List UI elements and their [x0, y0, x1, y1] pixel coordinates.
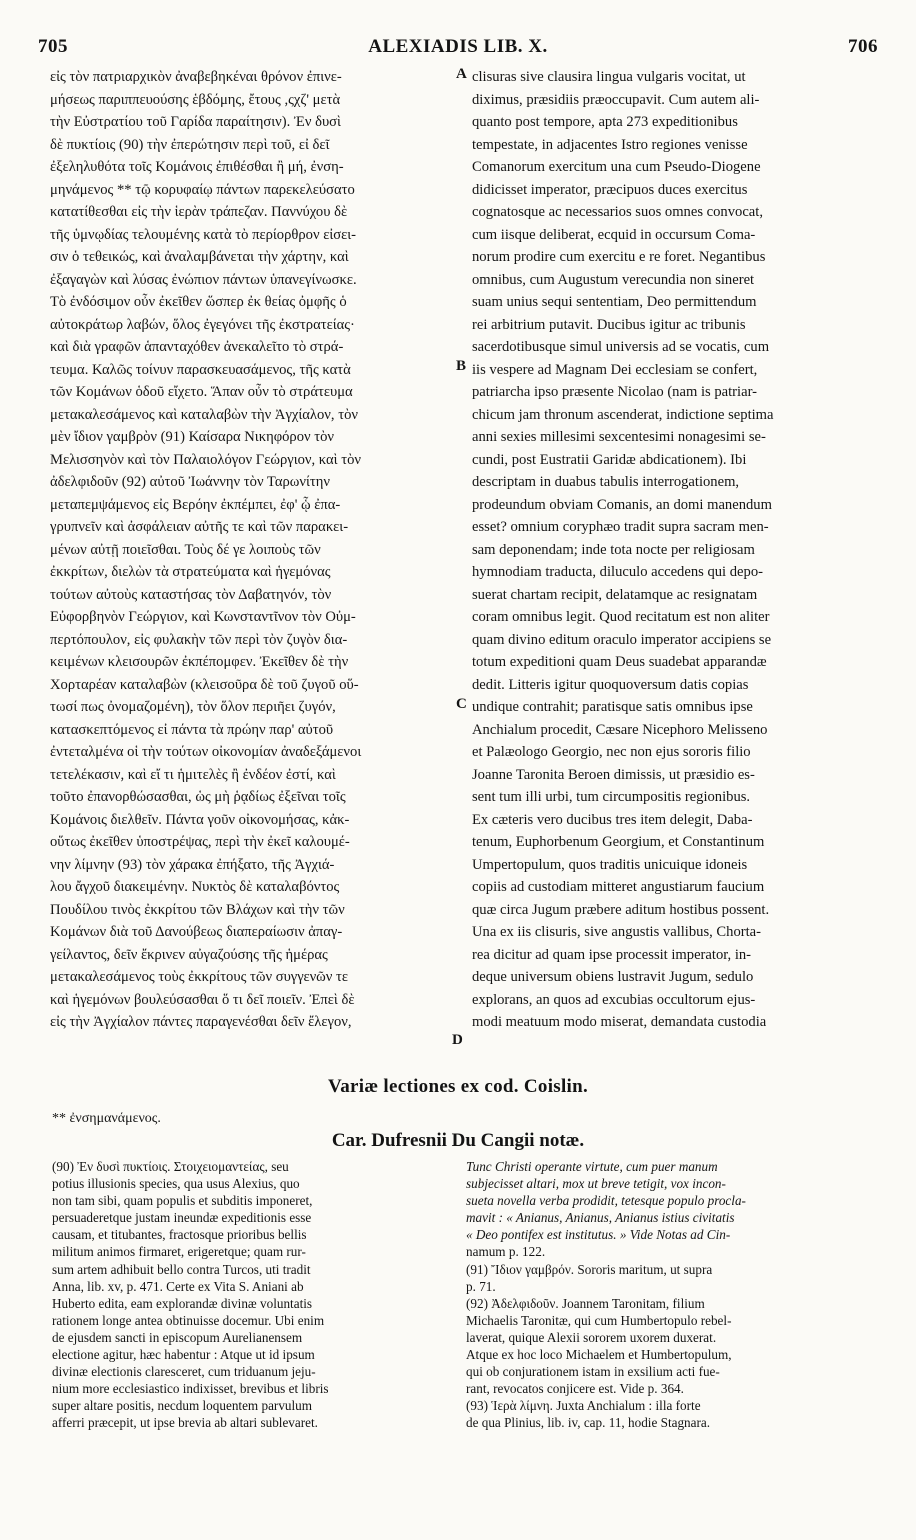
note-line: Huberto edita, eam explorandæ divinæ voluntatis [52, 1295, 313, 1311]
greek-text-line: τωσί πως ὀνομαζομένη), τὸν ὅλον περιῆει ζυγόν, [50, 699, 336, 715]
note-line: qui ob conjurationem istam in exsilium acti fue- [466, 1364, 720, 1380]
greek-text-line: μήσεως παριππευούσης ἑβδόμης, ἔτους ,ςχζ' μετὰ [50, 91, 341, 108]
latin-text-line: cum iisque deliberat, ecquid in occursum Coma- [472, 226, 756, 243]
note-line: Michaelis Taronitæ, qui cum Humbertopulo rebel- [466, 1312, 732, 1328]
greek-text-line: γρυπνεῖν καὶ ἀσφάλειαν αὐτῆς τε καὶ τῶν παρακει- [50, 519, 349, 535]
latin-text-line: explorans, an quos ad excubias occultorum ejus- [472, 991, 756, 1008]
latin-text-line: suam unius sequi sententiam, Deo permittendum [472, 294, 757, 310]
latin-text-line: sam deponendam; inde tota nocte per religiosam [472, 541, 755, 558]
greek-text-line: Μελισσηνὸν καὶ τὸν Παλαιολόγον Γεώργιον, καὶ τὸν [50, 451, 362, 468]
greek-text-line: ἐξεληλυθότα τοῖς Κομάνοις ἐπιθέσθαι ἢ μή, ἐνση- [50, 159, 344, 175]
latin-text-line: chicum jam thronum ascenderat, indictione septima [472, 406, 774, 423]
greek-text-line: μὲν ἴδιον γαμβρὸν (91) Καίσαρα Νικηφόρον τὸν [50, 429, 335, 445]
running-title: ALEXIADIS LIB. X. [368, 36, 548, 57]
latin-text-line: hymnodiam traducta, diluculo accedens qui depo- [472, 564, 763, 580]
latin-text-line: Comanorum exercitum una cum Pseudo-Diogene [472, 159, 761, 175]
page-number-right: 706 [848, 36, 878, 57]
note-line: de qua Plinius, lib. iv, cap. 11, hodie Stagnara. [466, 1415, 711, 1431]
note-line: nium more ecclesiastico indixisset, brevibus et libris [52, 1381, 329, 1397]
greek-text-line: κατατίθεσθαι εἰς τὴν ἱερὰν τράπεζαν. Παννύχου δὲ [50, 204, 348, 220]
greek-text-line: ἐντεταλμένα οἱ τὴν τούτων οἰκονομίαν ἀναδεξάμενοι [50, 744, 362, 760]
latin-text-line: suerat chartam recipit, delatamque ac resignatam [472, 586, 758, 603]
latin-text-line: anni sexies millesimi sexcentesimi nonagesimi se- [472, 429, 766, 445]
note-line: causam, et titubantes, fractosque prioribus bellis [52, 1227, 307, 1243]
latin-text-line: tempestate, in adjacentes Istro regiones venisse [472, 136, 748, 153]
latin-text-line: rea dicitur ad quam ipse processit imperator, in- [472, 946, 752, 963]
greek-text-line: Τὸ ἐνδόσιμον οὖν ἐκεῖθεν ὥσπερ ἐκ θείας ὀμφῆς ὁ [50, 294, 347, 310]
note-line: (91) Ἴδιον γαμβρόν. Sororis maritum, ut supra [466, 1261, 713, 1277]
greek-text-line: κειμένων κλεισουρῶν ἐκπέπομφεν. Ἐκεῖθεν δὲ τὴν [50, 654, 349, 670]
greek-text-line: μετακαλεσάμενος καὶ καταλαβὼν τὴν Ἀγχίαλον, τὸν [50, 406, 358, 423]
latin-text-line: Anchialum procedit, Cæsare Nicephoro Melisseno [472, 721, 768, 738]
variae-lectiones-note: ** ἐνσημανάμενος. [52, 1111, 161, 1126]
latin-text-line: descriptam in duabus tabulis interrogationem, [472, 474, 740, 490]
note-line: rationem longe antea obtinuisse docemur. Ubi enim [52, 1312, 325, 1328]
latin-text-line: didicisset imperator, præcipuos duces exercitus [472, 181, 748, 198]
greek-text-line: αὐτοκράτωρ λαβών, ὅλος ἐγεγόνει τῆς ἐκστρατείας· [50, 316, 355, 333]
notes-title: Car. Dufresnii Du Cangii notæ. [331, 1130, 585, 1151]
note-line: namum p. 122. [466, 1244, 546, 1260]
latin-text-line: undique contrahit; paratisque satis omnibus ipse [472, 699, 753, 715]
latin-text-line: quanto post tempore, apta 273 expeditionibus [472, 114, 738, 130]
note-line: (90) Ἐν δυσὶ πυκτίοις. Στοιχειομαντείας, seu [52, 1159, 289, 1174]
latin-text-line: et Palæologo Georgio, nec non ejus sororis filio [472, 744, 751, 760]
greek-text-line: τευμα. Καλῶς τοίνυν παρασκευασάμενος, τῆς κατὰ [50, 361, 351, 378]
note-line: Atque ex hoc loco Michaelem et Humbertopulum, [466, 1347, 732, 1363]
note-line: persuaderetque justam ineundæ expeditionis esse [52, 1210, 312, 1226]
latin-text-line: cognatosque ac necessarios suos omnes convocat, [472, 204, 763, 220]
note-line: Anna, lib. xv, p. 471. Certe ex Vita S. Aniani ab [52, 1278, 304, 1294]
note-line: rant, revocatos conjicere est. Vide p. 364. [466, 1381, 684, 1397]
latin-text-column [472, 66, 880, 1034]
greek-text-line: νην λίμνην (93) τὸν χάρακα ἐπήξατο, τῆς Ἀγχιά- [50, 856, 335, 873]
greek-text-line: γείλαντος, δεῖν ἔκρινεν αὐγαζούσης τῆς ἡμέρας [50, 946, 328, 963]
latin-text-line: diximus, præsidiis præoccupavit. Cum autem ali- [472, 91, 760, 108]
latin-text-line: esset? omnium coryphæo tradit supra sacram men- [472, 519, 769, 535]
notes-left-column [52, 1158, 446, 1432]
greek-text-line: Εὐφορβηνὸν Γεώργιον, καὶ Κωνσταντῖνον τὸν Οὐμ- [50, 609, 356, 625]
running-header [38, 36, 878, 60]
latin-text-line: clisuras sive clausira lingua vulgaris vocitat, ut [472, 69, 746, 85]
greek-text-line: μεταπεμψάμενος εἰς Βερόην ἐκπέμπει, ἐφ' ᾧ ἐπα- [50, 496, 341, 513]
note-line: de ejusdem sancti in episcopum Aurelianensem [52, 1329, 303, 1345]
latin-text-line: rei arbitrium putavit. Ducibus igitur ac tribunis [472, 316, 746, 333]
page-number-left: 705 [38, 36, 68, 57]
note-line: (92) Ἀδελφιδοῦν. Joannem Taronitam, filium [466, 1295, 705, 1311]
greek-text-line: οὕτως ἐκεῖθεν ὑποστρέψας, περὶ τὴν ἐκεῖ καλουμέ- [50, 834, 350, 850]
greek-text-line: καὶ ἡγεμόνων βουλεύσασθαι ὅ τι δεῖ ποιεῖν. Ἐπεὶ δὲ [50, 991, 355, 1008]
greek-text-line: Κομάνοις διελθεῖν. Πάντα γοῦν οἰκονομήσας, κἀκ- [50, 811, 350, 828]
greek-text-line: τετελέκασιν, καὶ εἴ τι ἡμιτελὲς ἢ ἐνδέον ἐστί, καὶ [50, 766, 336, 783]
latin-text-line: prodeundum obviam Comanis, an domi manendum [472, 496, 772, 513]
note-line: militum animos firmaret, erigeretque; quam rur- [52, 1244, 306, 1260]
note-line: « Deo pontifex est institutus. » Vide Notas ad Cin- [466, 1227, 731, 1243]
margin-marker-c: C [456, 696, 467, 712]
greek-text-line: τούτων αὐτοὺς καταστήσας τὸν Δαβατηνόν, τὸν [50, 586, 332, 603]
greek-text-line: δὲ πυκτίοις (90) τὴν ἐπερώτησιν περὶ τοῦ, εἰ δεῖ [50, 136, 330, 153]
margin-marker-d: D [452, 1032, 463, 1048]
greek-text-line: εἰς τὸν πατριαρχικὸν ἀναβεβηκέναι θρόνον ἐπινε- [50, 69, 342, 85]
latin-text-line: sent tum illi urbi, tum circumpositis regionibus. [472, 789, 751, 805]
greek-text-line: περτόπουλον, εἰς φυλακὴν τῶν περὶ τὸν ζυγὸν δια- [50, 631, 348, 648]
latin-text-line: modi meatuum modo miserat, demandata custodia [472, 1014, 767, 1030]
latin-text-line: omnibus, cum Augustum verecundia non sineret [472, 271, 755, 288]
margin-marker-b: B [456, 358, 467, 374]
note-line: subjecisset altari, mox ut breve tetigit, vox incon- [466, 1176, 726, 1192]
note-line: electione agitur, hæc habentur : Atque ut id ipsum [52, 1347, 315, 1363]
note-line: divinæ electionis claresceret, cum triduanum jeju- [52, 1364, 316, 1380]
margin-marker-a: A [456, 66, 467, 82]
latin-text-line: Ex cæteris vero ducibus tres item delegit, Daba- [472, 811, 753, 828]
greek-text-line: μένων αὐτῇ ποιεῖσθαι. Τοὺς δέ γε λοιποὺς τῶν [50, 541, 321, 558]
note-line: sueta novella verba prodidit, tetesque populo procla- [466, 1193, 746, 1209]
greek-text-line: τὴν Εὐστρατίου τοῦ Γαρίδα παραίτησιν). Ἐν δυσὶ [50, 114, 341, 130]
greek-text-line: Χορταρέαν καταλαβὼν (κλεισοῦρα δὲ τοῦ ζυγοῦ οὕ- [50, 676, 359, 693]
latin-text-line: quam divino editum oraculo imperator accipiens se [472, 631, 772, 648]
greek-text-line: λου ἄγχοῦ διακειμένην. Νυκτὸς δὲ καταλαβόντος [50, 879, 340, 895]
greek-text-line: Κομάνων διὰ τοῦ Δανούβεως διαπεραίωσιν ἀπαγ- [50, 924, 343, 940]
variae-lectiones-title: Variæ lectiones ex cod. Coislin. [327, 1076, 589, 1097]
note-line: afferri præcepit, ut ipse brevia ab altari sublevaret. [52, 1415, 318, 1431]
note-line: (93) Ἱερὰ λίμνη. Juxta Anchialum : illa forte [466, 1398, 701, 1414]
latin-text-line: Una ex iis clisuris, sive angustis vallibus, Chorta- [472, 924, 762, 940]
latin-text-line: coram omnibus legit. Quod recitatum est non aliter [472, 609, 770, 625]
note-line: sum artem adhibuit bello contra Turcos, uti tradit [52, 1261, 311, 1277]
greek-text-column [50, 66, 454, 1034]
greek-text-line: καὶ διὰ γραφῶν ἁπανταχόθεν ἀνεκαλεῖτο τὸ στρά- [50, 339, 344, 355]
greek-text-line: τῆς ὑμνῳδίας τελουμένης κατὰ τὸ περίορθρον εἰσει- [50, 226, 357, 243]
latin-text-line: patriarcha ipso præsente Nicolao (nam is patriar- [472, 384, 757, 400]
note-line: non tam sibi, quam populis et subditis imponeret, [52, 1193, 313, 1209]
latin-text-line: norum prodire cum exercitu e re foret. Negantibus [472, 249, 766, 265]
note-line: super altare positis, necdum loquentem parvulum [52, 1398, 313, 1414]
latin-text-line: totum expeditioni quam Deus suadebat apparandæ [472, 654, 767, 670]
latin-text-line: Joanne Taronita Beroen dimissis, ut præsidio es- [472, 766, 755, 783]
greek-text-line: Πουδίλου τινὸς ἐκκρίτου τῶν Βλάχων καὶ τὴν τῶν [50, 901, 345, 918]
latin-text-line: quæ circa Jugum præbere aditum hostibus possent. [472, 901, 770, 918]
greek-text-line: τοῦτο ἐπανορθώσασθαι, ὡς μὴ ῥᾳδίως ἐξεῖναι τοῖς [50, 789, 346, 805]
latin-text-line: cundi, post Eustratii Garidæ abdicationem). Ibi [472, 451, 747, 468]
note-line: p. 71. [466, 1278, 496, 1294]
latin-text-line: deque universum obiens lustravit Jugum, sedulo [472, 969, 754, 985]
notes-right-column [466, 1158, 880, 1432]
greek-text-line: εἰς τὴν Ἀγχίαλον πάντες παραγενέσθαι δεῖν ἔλεγον, [50, 1014, 352, 1030]
latin-text-line: Umpertopulum, quos traditis unicuique idoneis [472, 856, 748, 873]
latin-text-line: tenum, Euphorbenum Georgium, et Constantinum [472, 834, 765, 850]
greek-text-line: κατασκεπτόμενος εἰ πάντα τὰ πρώην παρ' αὐτοῦ [50, 721, 334, 738]
greek-text-line: σιν ὁ τεθεικώς, καὶ ἀναλαμβάνεται τὴν χάρτην, καὶ [50, 249, 349, 265]
greek-text-line: ἐκκρίτων, διελὼν τὰ στρατεύματα καὶ ἡγεμόνας [50, 564, 331, 580]
latin-text-line: dedit. Litteris igitur quoquoversum datis copias [472, 676, 749, 693]
latin-text-line: copiis ad custodiam mitteret angustiarum faucium [472, 879, 765, 895]
latin-text-line: sacerdotibusque simul universis ad se vocatis, cum [472, 339, 770, 355]
note-line: Tunc Christi operante virtute, cum puer manum [466, 1159, 718, 1174]
greek-text-line: ἀδελφιδοῦν (92) αὐτοῦ Ἰωάννην τὸν Ταρωνίτην [50, 474, 330, 490]
note-line: laverat, quique Alexii sororem uxorem duxerat. [466, 1329, 717, 1345]
note-line: potius illusionis species, qua usus Alexius, quo [52, 1176, 300, 1192]
latin-text-line: iis vespere ad Magnam Dei ecclesiam se confert, [472, 361, 758, 378]
greek-text-line: τῶν Κομάνων ὁδοῦ εἴχετο. Ἅπαν οὖν τὸ στράτευμα [50, 384, 353, 400]
greek-text-line: ἐξαγαγὼν καὶ λύσας ἐνώπιον πάντων ὑπανεγίνωσκε. [50, 271, 357, 288]
greek-text-line: μηνάμενος ** τῷ κορυφαίῳ πάντων παρεκελεύσατο [50, 181, 355, 198]
note-line: mavit : « Anianus, Anianus, Anianus istius civitatis [466, 1210, 735, 1226]
greek-text-line: μετακαλεσάμενος τοὺς ἐκκρίτους τῶν συγγενῶν τε [50, 969, 349, 985]
